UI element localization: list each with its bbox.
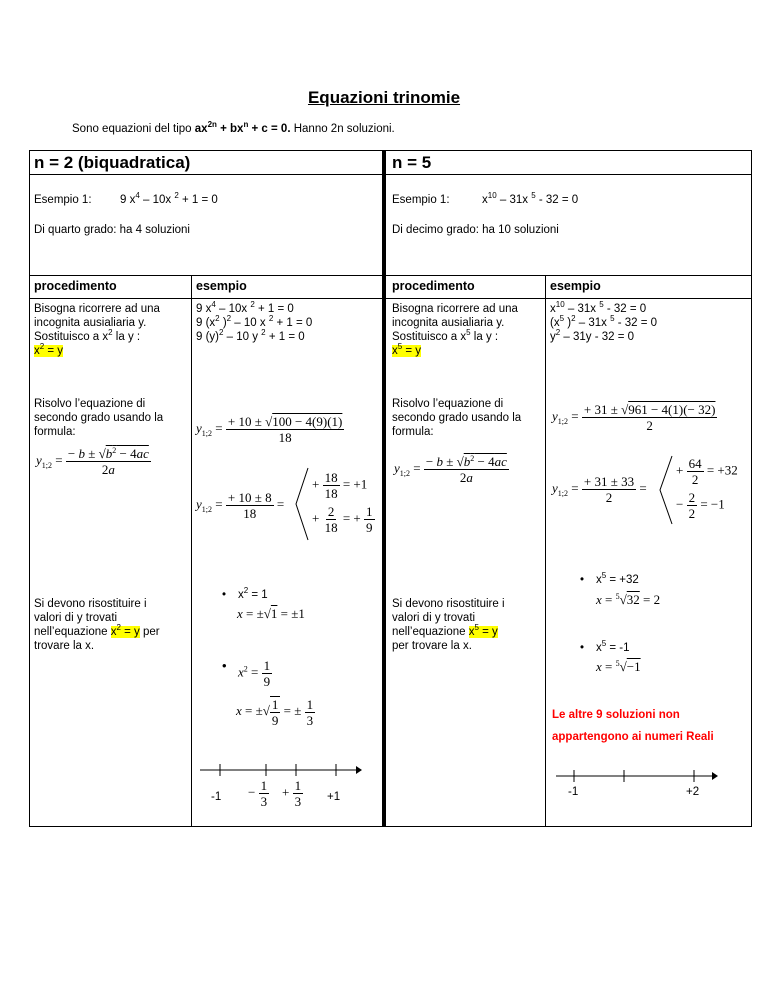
left-bullet-2: $x^2$ = $\frac{1}{9}$: [238, 658, 271, 689]
right-y1: + $\frac{64}{2}$ = +32: [676, 456, 738, 487]
right-y2: − $\frac{2}{2}$ = −1: [676, 490, 725, 521]
left-example-eq: 9 $x^4 - 10x$ $^2$ + 1 = 0: [120, 191, 218, 206]
left-bullet-1: $x^2 = 1$: [238, 586, 268, 601]
left-proc3: Si devono risostituire i valori di y trovati nell’equazione $x^2 = y$ per trovare la x.: [34, 598, 160, 652]
left-sol-2: x = ±√ $\frac{1}{9}$ = ± $\frac{1}{3}$: [236, 696, 314, 728]
left-header: n = 2 (biquadratica): [34, 153, 191, 172]
right-bullet-2: $x^5 = -1$: [596, 639, 630, 654]
right-number-line: [552, 766, 722, 786]
right-sol-2: x = $^5$√−1: [596, 659, 641, 674]
left-sol-1: x = ±√1 = ±1: [237, 606, 305, 621]
right-example-eq: $x^{10} - 31x$ $^5$ - 32 = 0: [482, 191, 579, 206]
right-example-label: Esempio 1:: [392, 194, 450, 206]
page-title: Equazioni trinomie: [307, 88, 461, 107]
left-proc1: Bisogna ricorrere ad una incognita ausialiaria y. Sostituisco a $x^2$ la y : $x^2 = y$: [34, 303, 160, 357]
left-example-label: Esempio 1:: [34, 194, 92, 206]
left-axis-neg-third: − $\frac{1}{3}$: [248, 778, 268, 809]
right-degree: Di decimo grado: ha 10 soluzioni: [392, 224, 559, 236]
left-formula-applied: $y_{1;2}$ = $\frac{+ 10 \pm √100 - 4(9)(1)}{18}$: [196, 414, 343, 445]
left-col-ex: esempio: [196, 279, 247, 293]
right-col-proc: procedimento: [392, 279, 475, 293]
right-bullet-1: $x^5 = +32$: [596, 571, 639, 586]
left-example-steps: 9 $x^4 - 10x$ $^2$ + 1 = 0 9 ($x^2$ )$^2$ – 10 x $^2$ + 1 = 0 9 $(y)^2 - 10$ y $^2$ + 1 = 0: [196, 300, 313, 343]
left-axis-min: -1: [211, 791, 222, 803]
right-sol-1: x = $^5$√32 = 2: [596, 592, 661, 607]
right-proc2: Risolvo l’equazione di secondo grado usando la formula:: [392, 398, 522, 438]
right-axis-min: -1: [568, 786, 579, 798]
left-number-line: [196, 760, 366, 820]
left-degree: Di quarto grado: ha 4 soluzioni: [34, 224, 190, 236]
right-formula-applied: $y_{1;2}$ = $\frac{+ 31 \pm √961 - 4(1)(- 32)}{2}$: [552, 402, 716, 433]
right-proc3: Si devono risostituire i valori di y trovati nell’equazione $x^5 = y$ per trovare la x.: [392, 598, 505, 652]
left-y2: + $\frac{2}{18}$ = + $\frac{1}{9}$: [312, 504, 373, 535]
right-col-ex: esempio: [550, 279, 601, 293]
intro-text: Sono equazioni del tipo $ax^{2n} + bx^n + c = 0$. Hanno 2n soluzioni.: [72, 120, 395, 135]
left-formula-result: $y_{1;2}$ = $\frac{+ 10 \pm 8}{18}$ =: [196, 490, 285, 521]
right-note: Le altre 9 soluzioni non appartengono ai numeri Reali: [552, 709, 714, 743]
right-example-steps: $x^{10} - 31x$ $^5$ - 32 = 0 ($x^5$ )$^2$ – 31x $^5$ - 32 = 0 $y^2 - 31y - 32 = 0$: [550, 300, 658, 343]
right-formula-result: $y_{1;2}$ = $\frac{+ 31 \pm 33}{2}$ =: [552, 474, 647, 505]
left-quadratic-formula: $y_{1;2}$ = $\frac{- b \pm √b^2 - 4ac}{2a}$: [36, 446, 149, 477]
right-proc1: Bisogna ricorrere ad una incognita ausialiaria y. Sostituisco a $x^5$ la y : $x^5 = y$: [392, 303, 518, 357]
right-quadratic-formula: $y_{1;2}$ = $\frac{- b \pm √b^2 - 4ac}{2a}$: [394, 454, 507, 485]
left-proc2: Risolvo l’equazione di secondo grado usando la formula:: [34, 398, 164, 438]
left-y1: + $\frac{18}{18}$ = +1: [312, 470, 368, 501]
left-col-proc: procedimento: [34, 279, 117, 293]
left-axis-pos-third: + $\frac{1}{3}$: [282, 778, 302, 809]
left-axis-max: +1: [327, 791, 341, 803]
right-axis-max: +2: [686, 786, 700, 798]
right-header: n = 5: [392, 153, 432, 172]
